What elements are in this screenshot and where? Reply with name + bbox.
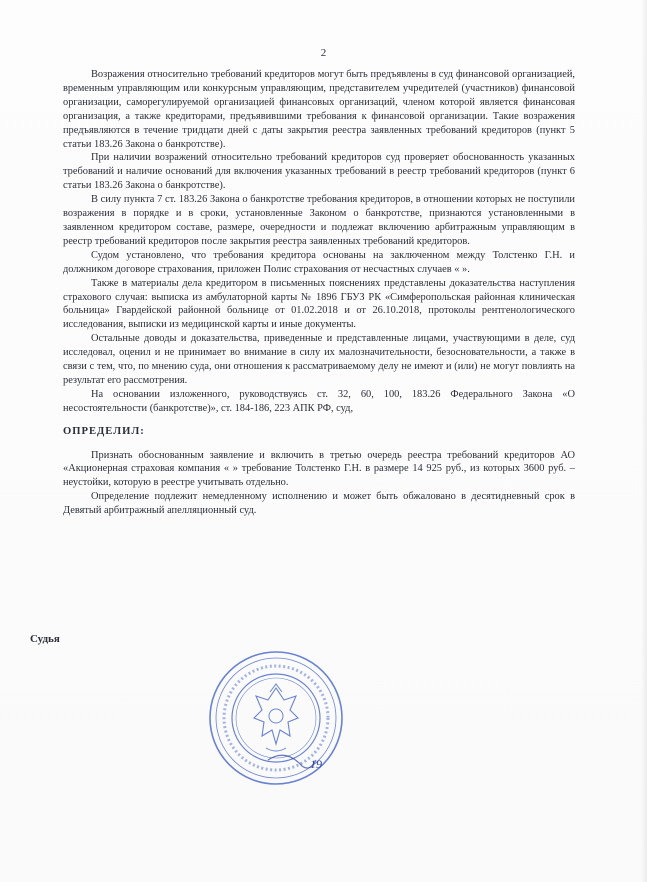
paragraph: Судом установлено, что требования кредитора основаны на заключенном между Толстенко Г.Н. и должником договоре страхования, приложен Полис страхования от несчастных случаев « ». [63,249,575,275]
paragraph: Возражения относительно требований кредиторов могут быть предъявлены в суд финансовой организацией, временным управляющим или конкурсным управляющим, представителем учредителей (участников) финансовой организации, саморегулируемой организацией финансовых организаций, членом которой является финансовая организация, а также кредиторами, предъявившими требования к финансовой организации. Такие возражения предъявляются в течение тридцати дней с даты закрытия реестра заявленных требований кредиторов (пункт 5 статьи 183.26 Закона о банкротстве). [63,69,575,150]
stamp-date: 19 [310,757,322,771]
document-body [63,68,575,518]
paragraph: При наличии возражений относительно требований кредиторов суд проверяет обоснованность указанных требований и наличие оснований для включения указанных требований в реестр требований кредиторов (пункт 6 статьи 183.26 Закона о банкротстве). [63,152,575,192]
paragraph: Остальные доводы и доказательства, приведенные и представленные лицами, участвующими в деле, суд исследовал, оценил и не принимает во внимание в силу их малозначительности, безосновательности, а также в связи с тем, что, по мнению суда, они отношения к рассматриваемому делу не имеют и (или) не могут повлиять на результат его рассмотрения. [63,333,575,386]
court-seal-stamp-icon [206,648,346,788]
decision-heading: ОПРЕДЕЛИЛ: [63,425,145,437]
page-number: 2 [320,47,327,59]
scan-edge-shadow [641,0,647,882]
resolution-paragraph: Признать обоснованным заявление и включить в третью очередь реестра требований кредиторов АО «Акционерная страховая компания « » требование Толстенко Г.Н. в размере 14 925 руб., из которых 3600 руб. – неустойки, которую в реестре учитывать отдельно. [63,449,575,489]
paragraph: На основании изложенного, руководствуясь ст. 32, 60, 100, 183.26 Федерального Закона «О несостоятельности (банкротстве)», ст. 184-186, 223 АПК РФ, суд, [63,388,575,414]
judge-signature-label: Судья [30,633,60,645]
paragraph: Также в материалы дела кредитором в письменных пояснениях представлены доказательства наступления страхового случая: выписка из амбулаторной карты № 1896 ГБУЗ РК «Симферопольская районная клиническая больница» Гвардейской районной больнице от 01.02.2018 и от 26.10.2018, протоколы рентгенологического исследования, выписки из медицинской карты и иные документы. [63,277,575,331]
resolution-paragraph: Определение подлежит немедленному исполнению и может быть обжаловано в десятидневный срок в Девятый арбитражный апелляционный суд. [63,491,575,517]
paragraph: В силу пункта 7 ст. 183.26 Закона о банкротстве требования кредиторов, в отношении которых не поступили возражения в порядке и в сроки, установленные Законом о банкротстве, признаются установленными в заявленном кредитором составе, размере, очередности и подлежат включению арбитражным управляющим в реестр требований кредиторов после закрытия реестра заявленных требований кредиторов. [63,194,575,247]
